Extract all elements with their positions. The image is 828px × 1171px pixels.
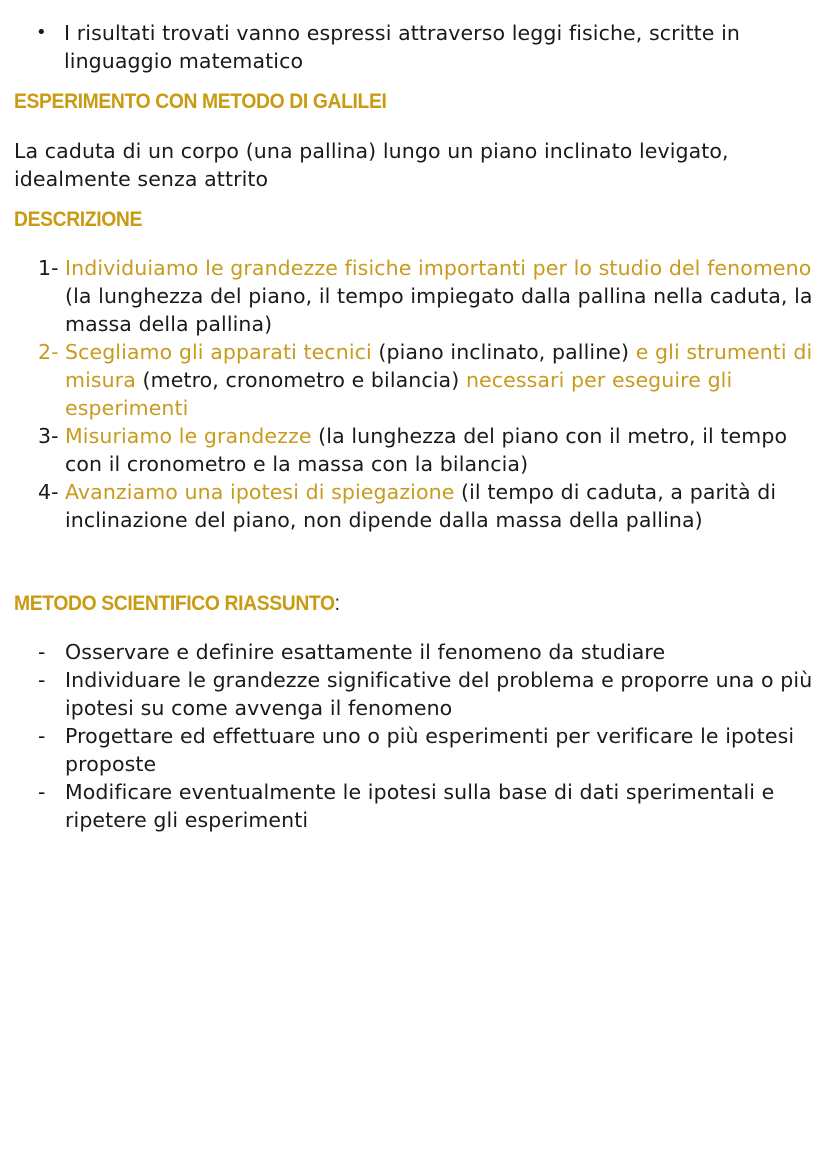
step-item [38,338,818,422]
step-accent-text: Avanziamo una ipotesi di spiegazione [65,480,455,504]
step-number: 4- [38,480,59,504]
step-number: 2- [38,340,59,364]
bullet-icon: • [36,22,47,43]
dash-marker: - [38,780,46,804]
heading-experiment: ESPERIMENTO CON METODO DI GALILEI [14,90,387,113]
summary-item [38,638,818,666]
step-item [38,254,818,338]
step-accent-text: necessari per eseguire gli esperimenti [65,368,733,420]
dash-marker: - [38,640,46,664]
summary-item-text: Osservare e definire esattamente il fenomeno da studiare [65,640,666,664]
step-accent-text: Scegliamo gli apparati tecnici [65,340,372,364]
dash-marker: - [38,724,46,748]
step-text [65,338,818,422]
step-plain-text: (metro, cronometro e bilancia) [135,368,466,392]
summary-item [38,666,818,722]
heading-summary-colon: : [334,592,340,615]
heading-description: DESCRIZIONE [14,208,142,231]
step-accent-text: Misuriamo le grandezze [65,424,312,448]
step-number: 1- [38,256,59,280]
heading-summary [14,592,340,616]
step-text [65,422,818,478]
step-number: 3- [38,424,59,448]
summary-item-text: Progettare ed effettuare uno o più esperimenti per verificare le ipotesi proposte [65,724,795,776]
step-accent-text: e gli strumenti di misura [65,340,813,392]
step-item [38,422,818,478]
summary-item-text: Modificare eventualmente le ipotesi sulla base di dati sperimentali e ripetere gli esperimenti [65,780,775,832]
summary-item-text: Individuare le grandezze significative del problema e proporre una o più ipotesi su come avvenga il fenomeno [65,668,813,720]
heading-summary-text: METODO SCIENTIFICO RIASSUNTO [14,592,335,615]
dash-marker: - [38,668,46,692]
step-item [38,478,818,534]
step-text [65,478,818,534]
experiment-paragraph: La caduta di un corpo (una pallina) lungo un piano inclinato levigato, idealmente senza attrito [14,139,729,191]
intro-bullet-item [36,19,816,75]
step-text [65,254,818,338]
step-plain-text: (il tempo di caduta, a parità di inclinazione del piano, non dipende dalla massa della pallina) [65,480,777,532]
summary-item [38,778,818,834]
step-plain-text: (la lunghezza del piano con il metro, il tempo con il cronometro e la massa con la bilancia) [65,424,788,476]
summary-list [38,638,818,834]
intro-bullet-text: I risultati trovati vanno espressi attraverso leggi fisiche, scritte in linguaggio matematico [64,21,740,73]
step-plain-text: (piano inclinato, palline) [371,340,636,364]
step-accent-text: Individuiamo le grandezze fisiche importanti per lo studio del fenomeno [65,256,812,280]
summary-item [38,722,818,778]
steps-list [38,254,818,534]
step-plain-text: (la lunghezza del piano, il tempo impiegato dalla pallina nella caduta, la massa della pallina) [65,284,813,336]
